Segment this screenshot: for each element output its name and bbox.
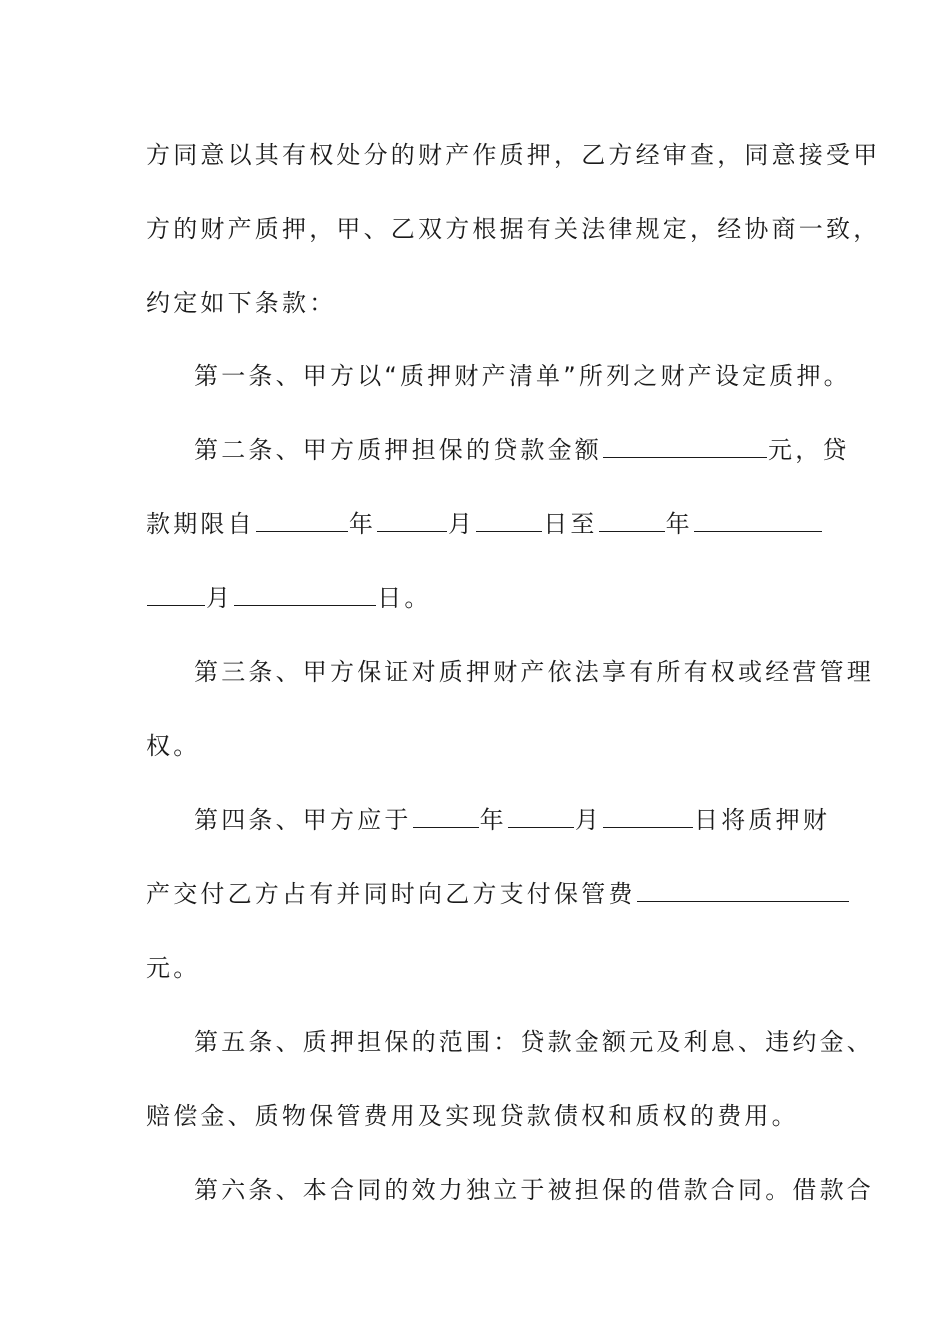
clause-4 <box>194 805 830 835</box>
line-text: 第三条、甲方保证对质押财产依法享有所有权或经营管理 <box>194 658 874 686</box>
line-text: 月 <box>574 806 603 834</box>
line-text: 赔偿金、质物保管费用及实现贷款债权和质权的费用。 <box>146 1102 799 1130</box>
paragraph-line <box>146 953 200 983</box>
line-text: 月 <box>448 510 476 538</box>
clause-6 <box>194 1175 874 1205</box>
line-text: 方的财产质押，甲、乙双方根据有关法律规定，经协商一致， <box>146 215 881 243</box>
clause-1 <box>194 361 851 391</box>
paragraph-line <box>146 288 336 318</box>
paragraph-line <box>146 879 850 909</box>
line-text: 年 <box>665 510 693 538</box>
line-text: 月 <box>206 584 234 612</box>
blank-field <box>603 805 693 828</box>
blank-field <box>599 509 665 532</box>
clause-5 <box>194 1027 874 1057</box>
paragraph-line <box>146 509 823 539</box>
blank-field <box>603 435 767 458</box>
line-text: 方同意以其有权处分的财产作质押，乙方经审查，同意接受甲 <box>146 141 881 169</box>
paragraph-line <box>146 1101 799 1131</box>
blank-field <box>234 583 376 606</box>
line-text: 第一条、甲方以“质押财产清单”所列之财产设定质押。 <box>194 362 851 390</box>
paragraph-line <box>146 140 880 170</box>
line-text: 年 <box>479 806 507 834</box>
line-text: 产交付乙方占有并同时向乙方支付保管费 <box>146 880 636 908</box>
line-text: 第四条、甲方应于 <box>194 806 412 834</box>
blank-field <box>147 583 205 606</box>
line-text: 约定如下条款： <box>146 289 337 317</box>
line-text: 日至 <box>543 510 598 538</box>
line-text: 元。 <box>146 954 201 982</box>
blank-field <box>637 879 849 902</box>
blank-field <box>508 805 574 828</box>
line-text: 第五条、质押担保的范围：贷款金额元及利息、违约金、 <box>194 1028 874 1056</box>
blank-field <box>256 509 348 532</box>
blank-field <box>377 509 447 532</box>
paragraph-line <box>146 214 880 244</box>
paragraph-line <box>146 583 432 613</box>
clause-2 <box>194 435 850 465</box>
line-text: 第六条、本合同的效力独立于被担保的借款合同。借款合 <box>194 1176 874 1204</box>
line-text: 元，贷 <box>768 436 850 464</box>
blank-field <box>476 509 542 532</box>
line-text: 日将质押财 <box>694 806 831 834</box>
paragraph-line <box>146 731 200 761</box>
blank-field <box>694 509 822 532</box>
line-text: 年 <box>348 510 377 538</box>
clause-3 <box>194 657 874 687</box>
line-text: 权。 <box>146 732 201 760</box>
blank-field <box>413 805 479 828</box>
line-text: 日。 <box>377 584 432 612</box>
line-text: 第二条、甲方质押担保的贷款金额 <box>194 436 602 464</box>
line-text: 款期限自 <box>146 510 255 538</box>
